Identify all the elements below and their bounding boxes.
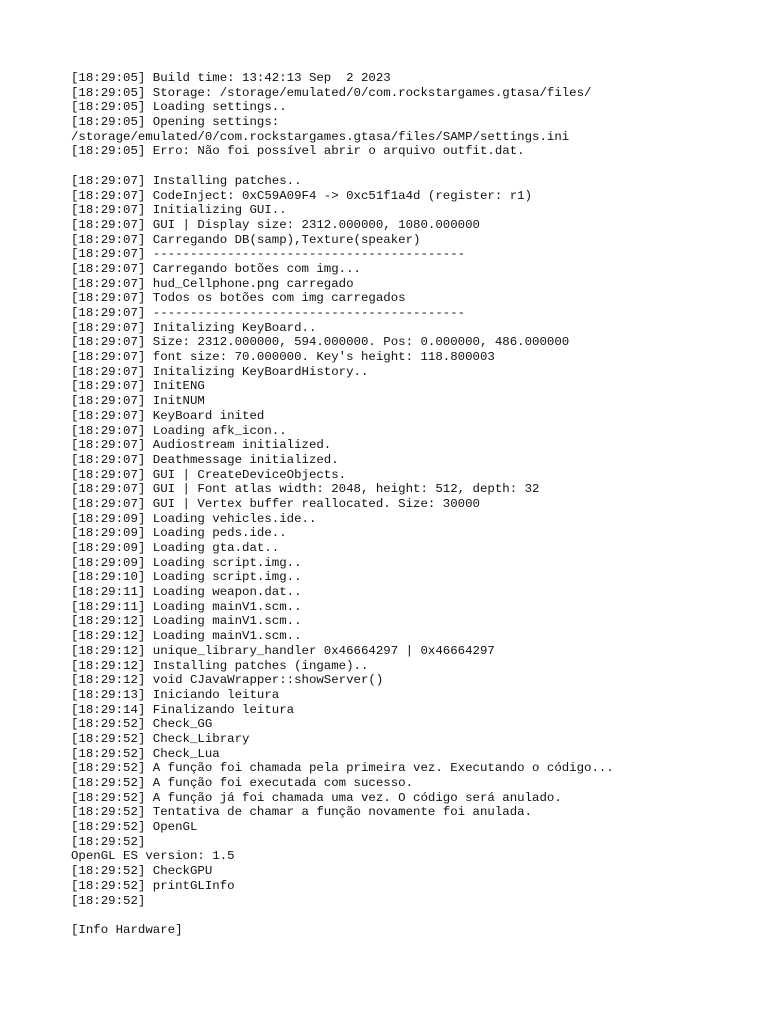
log-line: [18:29:07] GUI | CreateDeviceObjects. <box>71 467 347 482</box>
log-line: [18:29:07] ------------------------------------------ <box>71 247 466 262</box>
log-line: [18:29:14] Finalizando leitura <box>71 702 295 717</box>
log-line: /storage/emulated/0/com.rockstargames.gtasa/files/SAMP/settings.ini <box>71 129 570 144</box>
log-line: [18:29:05] Build time: 13:42:13 Sep 2 2023 <box>71 71 391 85</box>
log-line: [18:29:52] <box>71 893 146 908</box>
log-line: [18:29:52] <box>71 834 146 849</box>
log-line: [18:29:09] Loading vehicles.ide.. <box>71 511 317 526</box>
log-line: [18:29:07] KeyBoard inited <box>71 408 265 423</box>
log-line: [18:29:07] Audiostream initialized. <box>71 438 332 453</box>
log-line: [18:29:12] unique_library_handler 0x46664297 | 0x46664297 <box>71 643 495 658</box>
log-line: [18:29:07] GUI | Vertex buffer reallocated. Size: 30000 <box>71 496 480 511</box>
log-line: [18:29:52] Tentativa de chamar a função novamente foi anulada. <box>71 805 533 820</box>
log-line: [18:29:07] ------------------------------------------ <box>71 306 466 320</box>
log-line: [18:29:07] Todos os botões com img carregados <box>71 291 406 306</box>
log-line: [18:29:07] Initalizing KeyBoard.. <box>71 320 317 335</box>
log-line: [18:29:12] void CJavaWrapper::showServer() <box>71 673 384 688</box>
log-line: [18:29:09] Loading gta.dat.. <box>71 541 280 555</box>
log-line: [18:29:07] Initializing GUI.. <box>71 203 287 218</box>
log-line: [18:29:07] Installing patches.. <box>71 173 302 188</box>
log-line <box>71 159 751 174</box>
log-line: [18:29:05] Storage: /storage/emulated/0/com.rockstargames.gtasa/files/ <box>71 85 592 100</box>
log-line: [18:29:05] Erro: Não foi possível abrir o arquivo outfit.dat. <box>71 144 525 159</box>
log-line: [18:29:52] OpenGL <box>71 820 198 835</box>
log-line: [18:29:11] Loading mainV1.scm.. <box>71 599 302 614</box>
log-line: OpenGL ES version: 1.5 <box>71 849 235 864</box>
log-line: [18:29:12] Loading mainV1.scm.. <box>71 629 302 644</box>
log-line: [18:29:52] A função foi executada com sucesso. <box>71 776 414 790</box>
log-line: [18:29:07] Carregando botões com img... <box>71 261 361 276</box>
log-line: [18:29:52] A função foi chamada pela primeira vez. Executando o código... <box>71 761 614 776</box>
log-line: [18:29:07] hud_Cellphone.png carregado <box>71 276 354 291</box>
log-line: [18:29:07] font size: 70.000000. Key's height: 118.800003 <box>71 350 495 365</box>
log-line: [18:29:07] CodeInject: 0xC59A09F4 -> 0xc51f1a4d (register: r1) <box>71 188 533 203</box>
log-line: [Info Hardware] <box>71 922 183 937</box>
log-line: [18:29:52] CheckGPU <box>71 864 213 879</box>
log-line: [18:29:07] Carregando DB(samp),Texture(speaker) <box>71 232 421 247</box>
log-line: [18:29:12] Loading mainV1.scm.. <box>71 614 302 629</box>
log-line: [18:29:05] Opening settings: <box>71 115 280 130</box>
log-line <box>71 908 751 923</box>
log-line: [18:29:07] InitENG <box>71 379 205 394</box>
log-line: [18:29:52] Check_Lua <box>71 746 220 761</box>
log-line: [18:29:07] Deathmessage initialized. <box>71 452 339 467</box>
log-line: [18:29:52] printGLInfo <box>71 878 235 893</box>
log-document <box>71 71 751 938</box>
log-line: [18:29:11] Loading weapon.dat.. <box>71 585 302 600</box>
log-line: [18:29:09] Loading peds.ide.. <box>71 526 287 541</box>
log-line: [18:29:05] Loading settings.. <box>71 100 287 115</box>
log-line: [18:29:07] Size: 2312.000000, 594.000000. Pos: 0.000000, 486.000000 <box>71 335 570 350</box>
log-line: [18:29:07] InitNUM <box>71 394 205 409</box>
log-line: [18:29:13] Iniciando leitura <box>71 687 280 702</box>
log-line: [18:29:52] Check_Library <box>71 731 250 746</box>
log-line: [18:29:07] Initalizing KeyBoardHistory.. <box>71 364 369 379</box>
log-line: [18:29:12] Installing patches (ingame).. <box>71 658 369 673</box>
log-line: [18:29:07] Loading afk_icon.. <box>71 423 287 438</box>
log-line: [18:29:07] GUI | Font atlas width: 2048, height: 512, depth: 32 <box>71 482 540 497</box>
log-line: [18:29:52] Check_GG <box>71 717 213 732</box>
log-line: [18:29:07] GUI | Display size: 2312.000000, 1080.000000 <box>71 217 480 232</box>
log-line: [18:29:52] A função já foi chamada uma vez. O código será anulado. <box>71 790 562 805</box>
log-line: [18:29:10] Loading script.img.. <box>71 570 302 585</box>
log-line: [18:29:09] Loading script.img.. <box>71 555 302 570</box>
